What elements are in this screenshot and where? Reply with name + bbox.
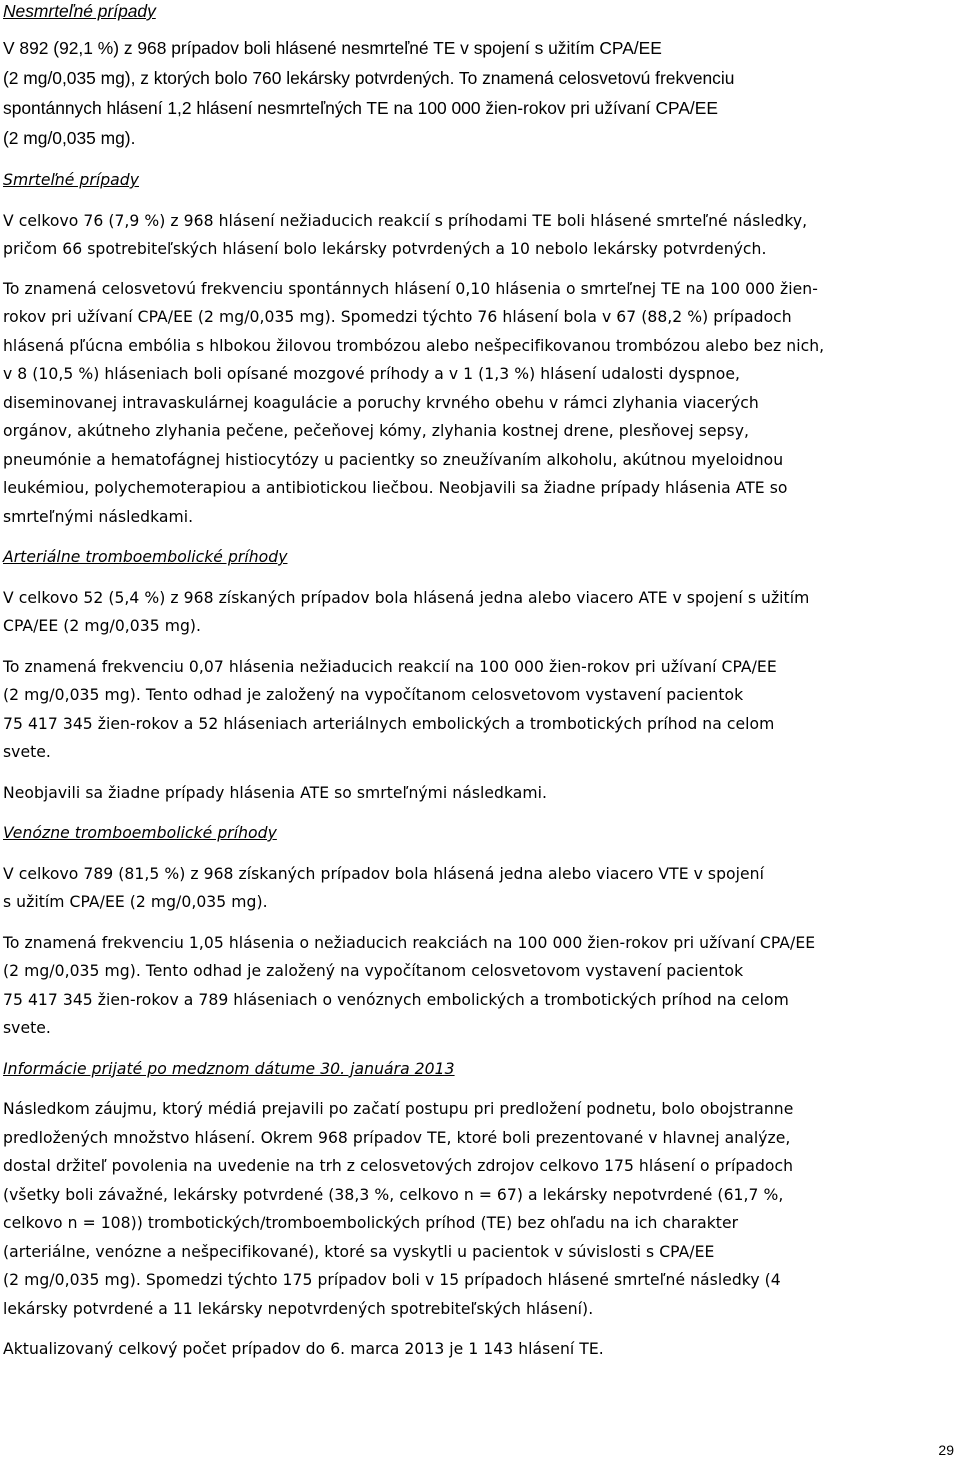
text-line: svete. — [3, 1019, 51, 1037]
text-line: To znamená frekvenciu 0,07 hlásenia nežiaducich reakcií na 100 000 žien-rokov pri užívaní CPA/EE — [3, 657, 777, 676]
text-line: leukémiou, polychemoterapiou a antibiotickou liečbou. Neobjavili sa žiadne prípady hlásenia ATE so — [3, 479, 788, 497]
text-line: lekársky potvrdené a 11 lekársky nepotvrdených spotrebiteľských hlásení). — [3, 1299, 594, 1318]
text-line: (2 mg/0,035 mg). Tento odhad je založený na vypočítanom celosvetovom vystavení pacientok — [3, 962, 744, 980]
section-heading-after-cutoff: Informácie prijaté po medznom dátume 30. januára 2013 — [3, 1059, 455, 1078]
paragraph — [3, 33, 734, 153]
paragraph — [3, 207, 958, 264]
text-line: 75 417 345 žien-rokov a 789 hláseniach o venóznych embolických a trombotických príhod na celom — [3, 990, 789, 1009]
text-line: (všetky boli závažné, lekársky potvrdené (38,3 %, celkovo n = 67) a lekársky nepotvrdené (61,7 %, — [3, 1185, 784, 1204]
text-line: spontánnych hlásení 1,2 hlásení nesmrteľných TE na 100 000 žien-rokov pri užívaní CPA/EE — [3, 98, 718, 118]
text-line: Neobjavili sa žiadne prípady hlásenia ATE so smrteľnými následkami. — [3, 783, 548, 802]
text-line: V 892 (92,1 %) z 968 prípadov boli hlásené nesmrteľné TE v spojení s užitím CPA/EE — [3, 38, 662, 58]
text-line: (2 mg/0,035 mg). — [3, 128, 136, 148]
paragraph — [3, 860, 958, 917]
section-heading-arterial: Arteriálne tromboembolické príhody — [3, 548, 288, 566]
paragraph — [3, 1335, 958, 1364]
paragraph — [3, 779, 958, 808]
text-line: diseminovanej intravaskulárnej koagulácie a poruchy krvného obehu v rámci zlyhania viacerých — [3, 393, 759, 412]
text-line: Následkom záujmu, ktorý médiá prejavili po začatí postupu pri predložení podnetu, bolo obojstranne — [3, 1100, 794, 1118]
text-line: V celkovo 76 (7,9 %) z 968 hlásení nežiaducich reakcií s príhodami TE boli hlásené smrteľné následky, — [3, 211, 808, 230]
text-line: orgánov, akútneho zlyhania pečene, pečeňovej kómy, zlyhania kostnej drene, plesňovej sepsy, — [3, 422, 750, 440]
text-line: s užitím CPA/EE (2 mg/0,035 mg). — [3, 893, 268, 911]
text-line: pneumónie a hematofágnej histiocytózy u pacientky so zneužívaním alkoholu, akútnou myeloidnou — [3, 450, 784, 469]
text-line: predložených množstvo hlásení. Okrem 968 prípadov TE, ktoré boli prezentované v hlavnej analýze, — [3, 1128, 791, 1147]
section-body — [3, 166, 958, 1364]
text-line: Aktualizovaný celkový počet prípadov do 6. marca 2013 je 1 143 hlásení TE. — [3, 1340, 604, 1358]
text-line: celkovo n = 108)) trombotických/tromboembolických príhod (TE) bez ohľadu na ich charakter — [3, 1214, 739, 1232]
paragraph — [3, 1095, 958, 1323]
text-line: hlásená pľúcna embólia s hlbokou žilovou trombózou alebo nešpecifikovanou trombózou alebo bez nich, — [3, 336, 825, 355]
section-nonfatal — [3, 0, 734, 153]
section-heading-fatal: Smrteľné prípady — [3, 171, 139, 189]
section-heading-venous: Venózne tromboembolické príhody — [3, 824, 277, 842]
section-heading-nonfatal: Nesmrteľné prípady — [3, 1, 156, 21]
paragraph — [3, 275, 958, 532]
text-line: rokov pri užívaní CPA/EE (2 mg/0,035 mg). Spomedzi týchto 76 hlásení bola v 67 (88,2 %) prípadoch — [3, 308, 792, 326]
page-number: 29 — [938, 1442, 954, 1458]
text-line: 75 417 345 žien-rokov a 52 hláseniach arteriálnych embolických a trombotických príhod na celom — [3, 714, 775, 733]
text-line: V celkovo 789 (81,5 %) z 968 získaných prípadov bola hlásená jedna alebo viacero VTE v spojení — [3, 864, 764, 883]
text-line: To znamená celosvetovú frekvenciu spontánnych hlásení 0,10 hlásenia o smrteľnej TE na 100 000 žien- — [3, 279, 818, 298]
text-line: (2 mg/0,035 mg). Tento odhad je založený na vypočítanom celosvetovom vystavení pacientok — [3, 686, 744, 704]
text-line: (arteriálne, venózne a nešpecifikované), ktoré sa vyskytli u pacientok v súvislosti s CPA/EE — [3, 1242, 715, 1261]
text-line: smrteľnými následkami. — [3, 507, 194, 526]
text-line: pričom 66 spotrebiteľských hlásení bolo lekársky potvrdených a 10 nebolo lekársky potvrdených. — [3, 240, 767, 258]
paragraph — [3, 653, 958, 767]
text-line: dostal držiteľ povolenia na uvedenie na trh z celosvetových zdrojov celkovo 175 hlásení o prípadoch — [3, 1157, 794, 1175]
text-line: To znamená frekvenciu 1,05 hlásenia o nežiaducich reakciách na 100 000 žien-rokov pri užívaní CPA/EE — [3, 933, 816, 952]
text-line: (2 mg/0,035 mg). Spomedzi týchto 175 prípadov boli v 15 prípadoch hlásené smrteľné následky (4 — [3, 1271, 781, 1289]
text-line: V celkovo 52 (5,4 %) z 968 získaných prípadov bola hlásená jedna alebo viacero ATE v spojení s užitím — [3, 588, 810, 607]
text-line: v 8 (10,5 %) hláseniach boli opísané mozgové príhody a v 1 (1,3 %) hlásení udalosti dyspnoe, — [3, 365, 740, 383]
text-line: (2 mg/0,035 mg), z ktorých bolo 760 lekársky potvrdených. To znamená celosvetovú frekvenciu — [3, 68, 735, 88]
paragraph — [3, 584, 958, 641]
paragraph — [3, 929, 958, 1043]
text-line: CPA/EE (2 mg/0,035 mg). — [3, 617, 202, 635]
text-line: svete. — [3, 743, 51, 761]
